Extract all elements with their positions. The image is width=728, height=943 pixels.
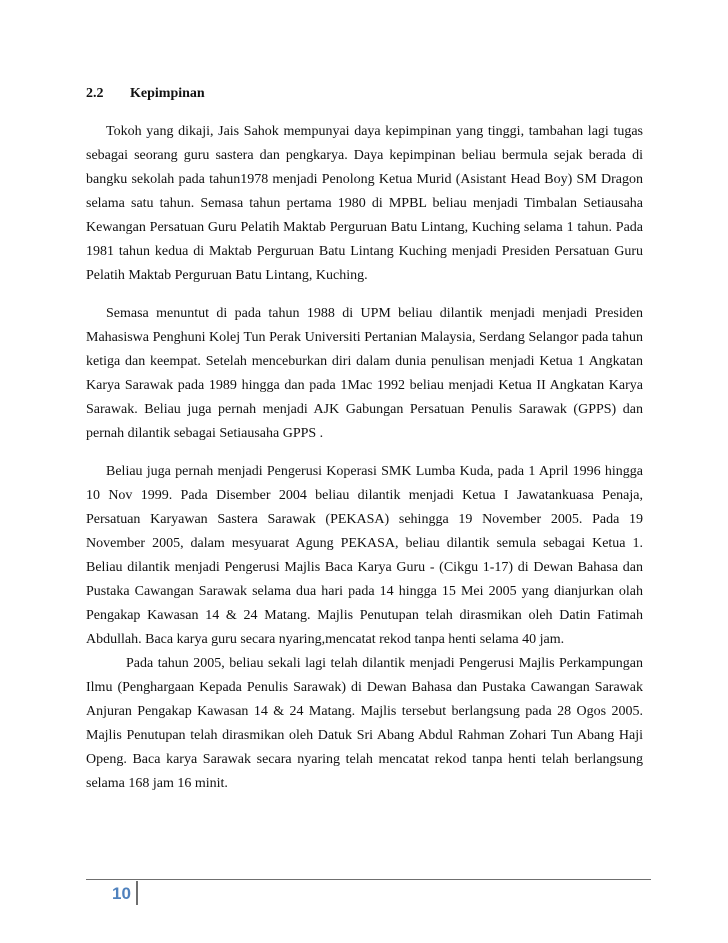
footer-divider <box>86 879 651 880</box>
paragraph-1: Tokoh yang dikaji, Jais Sahok mempunyai daya kepimpinan yang tinggi, tambahan lagi tugas sebagai seorang guru sastera dan pengkarya. Daya kepimpinan beliau bermula sejak berada di bangku sekolah pada tahun1978 menjadi Penolong Ketua Murid (Asistant Head Boy) SM Dragon selama satu tahun. Semasa tahun pertama 1980 di MPBL beliau menjadi Timbalan Setiausaha Kewangan Persatuan Guru Pelatih Maktab Perguruan Batu Lintang, Kuching selama 1 tahun. Pada 1981 tahun kedua di Maktab Perguruan Batu Lintang Kuching menjadi Presiden Persatuan Guru Pelatih Maktab Perguruan Batu Lintang, Kuching. <box>86 124 643 283</box>
section-heading <box>86 86 205 102</box>
section-title: Kepimpinan <box>130 86 205 101</box>
paragraph-2: Semasa menuntut di pada tahun 1988 di UPM beliau dilantik menjadi menjadi Presiden Mahasiswa Penghuni Kolej Tun Perak Universiti Pertanian Malaysia, Serdang Selangor pada tahun ketiga dan keempat. Setelah menceburkan diri dalam dunia penulisan menjadi Ketua 1 Angkatan Karya Sarawak pada 1989 hingga dan pada 1Mac 1992 beliau menjadi Ketua II Angkatan Karya Sarawak. Beliau juga pernah menjadi AJK Gabungan Persatuan Penulis Sarawak (GPPS) dan pernah dilantik sebagai Setiausaha GPPS . <box>86 306 643 441</box>
document-body <box>86 120 643 796</box>
section-number: 2.2 <box>86 86 104 101</box>
paragraph-4: Pada tahun 2005, beliau sekali lagi telah dilantik menjadi Pengerusi Majlis Perkampungan Ilmu (Penghargaan Kepada Penulis Sarawak) di Dewan Bahasa dan Pustaka Cawangan Sarawak Anjuran Pengakap Kawasan 14 & 24 Matang. Majlis tersebut berlangsung pada 28 Ogos 2005. Majlis Penutupan telah dirasmikan oleh Datuk Sri Abang Abdul Rahman Zohari Tun Abang Haji Openg. Baca karya Sarawak secara nyaring telah mencatat rekod tanpa henti telah berlangsung selama 168 jam 16 minit. <box>86 656 643 791</box>
page-number-separator <box>136 881 138 905</box>
page-number: 10 <box>112 884 131 903</box>
paragraph-3: Beliau juga pernah menjadi Pengerusi Koperasi SMK Lumba Kuda, pada 1 April 1996 hingga 10 Nov 1999. Pada Disember 2004 beliau dilantik menjadi Ketua I Jawatankuasa Penaja, Persatuan Karyawan Sastera Sarawak (PEKASA) sehingga 19 November 2005. Pada 19 November 2005, dalam mesyuarat Agung PEKASA, beliau dilantik semula sebagai Ketua 1. Beliau dilantik menjadi Pengerusi Majlis Baca Karya Guru - (Cikgu 1-17) di Dewan Bahasa dan Pustaka Cawangan Sarawak selama dua hari pada 14 hingga 15 Mei 2005 yang dianjurkan olah Pengakap Kawasan 14 & 24 Matang. Majlis Penutupan telah dirasmikan oleh Datin Fatimah Abdullah. Baca karya guru secara nyaring,mencatat rekod tanpa henti selama 40 jam. <box>86 464 643 647</box>
